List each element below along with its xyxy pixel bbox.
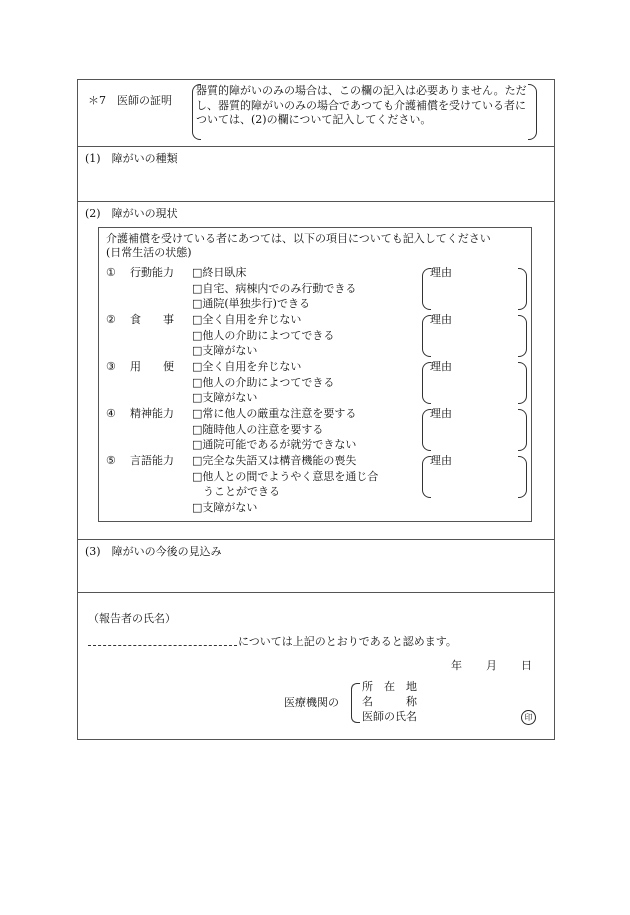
reason-right-bracket [518, 268, 527, 310]
reason-label: 理由 [430, 407, 452, 420]
checkbox-option-continued: うことができる [192, 485, 280, 498]
item-number: ④ [106, 407, 116, 420]
date-day: 日 [521, 659, 532, 672]
divider [78, 146, 554, 147]
item-number: ② [106, 313, 116, 326]
checkbox-option[interactable]: □終日臥床 [192, 266, 247, 279]
checkbox-option[interactable]: □他人との間でようやく意思を通じ合 [192, 470, 379, 483]
reason-right-bracket [518, 456, 527, 498]
divider [78, 201, 554, 202]
checkbox-option[interactable]: □支障がない [192, 344, 258, 357]
reason-right-bracket [518, 362, 527, 404]
institution-label: 医療機関の [284, 696, 339, 709]
checkbox-option[interactable]: □支障がない [192, 501, 258, 514]
reason-right-bracket [518, 315, 527, 357]
doctor-name-label: 医師の氏名 [362, 710, 417, 723]
item-label: 食 事 [130, 313, 174, 326]
institution-name-label: 名 称 [362, 695, 417, 708]
date-month: 月 [486, 659, 497, 672]
divider [78, 539, 554, 540]
section3-label: (3) 障がいの今後の見込み [85, 545, 222, 558]
section7-label: ＊7 医師の証明 [88, 94, 172, 107]
item-number: ⑤ [106, 454, 116, 467]
reason-label: 理由 [430, 266, 452, 279]
section2-intro: 介護補償を受けている者にあつては、以下の項目についても記入してください [106, 232, 491, 245]
section2-label: (2) 障がいの現状 [85, 207, 178, 220]
reporter-name-line[interactable] [88, 645, 237, 646]
checkbox-option[interactable]: □他人の介助によつてできる [192, 329, 335, 342]
checkbox-option[interactable]: □常に他人の厳重な注意を要する [192, 407, 357, 420]
checkbox-option[interactable]: □完全な失語又は構音機能の喪失 [192, 454, 357, 467]
checkbox-option[interactable]: □通院(単独歩行)できる [192, 297, 310, 310]
item-number: ③ [106, 360, 116, 373]
checkbox-option[interactable]: □全く自用を弁じない [192, 313, 302, 326]
reason-right-bracket [518, 409, 527, 451]
date-year: 年 [451, 659, 462, 672]
report-form [77, 79, 555, 740]
checkbox-option[interactable]: □支障がない [192, 391, 258, 404]
checkbox-option[interactable]: □他人の介助によつてできる [192, 376, 335, 389]
reason-label: 理由 [430, 313, 452, 326]
note-right-bracket [528, 84, 537, 140]
reason-label: 理由 [430, 454, 452, 467]
checkbox-option[interactable]: □全く自用を弁じない [192, 360, 302, 373]
reason-label: 理由 [430, 360, 452, 373]
item-label: 行動能力 [130, 266, 174, 279]
item-label: 精神能力 [130, 407, 174, 420]
checkbox-option[interactable]: □随時他人の注意を要する [192, 423, 324, 436]
address-label: 所 在 地 [362, 680, 417, 693]
section2-sub: (日常生活の状態) [106, 246, 192, 259]
daily-life-box [98, 227, 532, 522]
institution-bracket [351, 683, 360, 723]
certify-text: については上記のとおりであると認めます。 [238, 635, 457, 648]
checkbox-option[interactable]: □通院可能であるが就労できない [192, 438, 357, 451]
item-label: 言語能力 [130, 454, 174, 467]
section7-note: 器質的障がいのみの場合は、この欄の記入は必要ありません。ただし、器質的障がいのみの場合であつても介護補償を受けている者については、(2)の欄について記入してください。 [196, 84, 527, 126]
seal-mark: 印 [521, 710, 536, 725]
divider [78, 592, 554, 593]
item-number: ① [106, 266, 116, 279]
section1-label: (1) 障がいの種類 [85, 152, 178, 165]
reporter-label: （報告者の氏名） [88, 612, 176, 625]
checkbox-option[interactable]: □自宅、病棟内でのみ行動できる [192, 282, 357, 295]
item-label: 用 便 [130, 360, 174, 373]
